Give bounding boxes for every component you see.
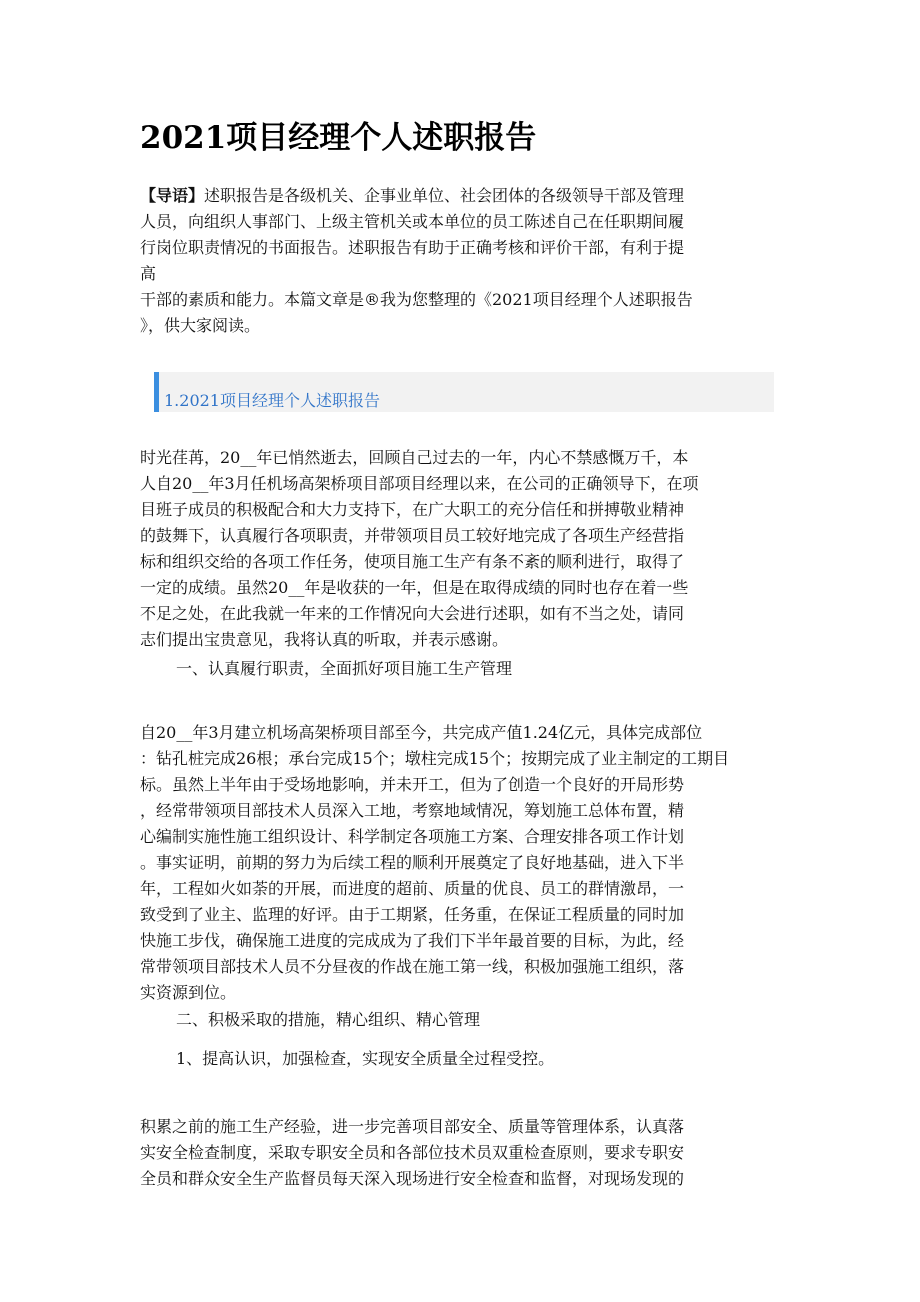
paragraph-1 bbox=[140, 445, 774, 653]
paragraph-2 bbox=[140, 720, 774, 1006]
paragraph-line: ：钻孔桩完成26根；承台完成15个；墩柱完成15个；按期完成了业主制定的工期目 bbox=[140, 749, 730, 768]
paragraph-line: 一定的成绩。虽然20__年是收获的一年，但是在取得成绩的同时也存在着一些 bbox=[140, 578, 689, 597]
document-title: 2021项目经理个人述职报告 bbox=[140, 120, 537, 156]
section-accent-bar bbox=[154, 372, 159, 412]
intro-lead: 【导语】 bbox=[140, 186, 205, 205]
subheading-1: 一、认真履行职责，全面抓好项目施工生产管理 bbox=[176, 659, 513, 678]
paragraph-line: 快施工步伐，确保施工进度的完成成为了我们下半年最首要的目标，为此，经 bbox=[140, 931, 685, 950]
intro-line: 》，供大家阅读。 bbox=[140, 316, 261, 335]
paragraph-line: 标。虽然上半年由于受场地影响，并未开工，但为了创造一个良好的开局形势 bbox=[140, 775, 685, 794]
paragraph-line: 心编制实施性施工组织设计、科学制定各项施工方案、合理安排各项工作计划 bbox=[140, 827, 685, 846]
paragraph-line: 致受到了业主、监理的好评。由于工期紧，任务重，在保证工程质量的同时加 bbox=[140, 905, 685, 924]
intro-line: 【导语】述职报告是各级机关、企事业单位、社会团体的各级领导干部及管理 bbox=[140, 186, 685, 205]
paragraph-line: 目班子成员的积极配合和大力支持下，在广大职工的充分信任和拼搏敬业精神 bbox=[140, 500, 685, 519]
paragraph-line: 年，工程如火如荼的开展，而进度的超前、质量的优良、员工的群情激昂，一 bbox=[140, 879, 685, 898]
intro-paragraph bbox=[140, 183, 774, 339]
paragraph-line: 的鼓舞下，认真履行各项职责，并带领项目员工较好地完成了各项生产经营指 bbox=[140, 526, 685, 545]
intro-line: 人员，向组织人事部门、上级主管机关或本单位的员工陈述自己在任职期间履 bbox=[140, 212, 685, 231]
paragraph-line: 。事实证明，前期的努力为后续工程的顺利开展奠定了良好地基础，进入下半 bbox=[140, 853, 685, 872]
section-heading-bar bbox=[154, 372, 774, 412]
paragraph-line: 全员和群众安全生产监督员每天深入现场进行安全检查和监督，对现场发现的 bbox=[140, 1169, 685, 1188]
intro-line: 干部的素质和能力。本篇文章是®我为您整理的《2021项目经理个人述职报告 bbox=[140, 290, 693, 309]
paragraph-line: 实资源到位。 bbox=[140, 983, 237, 1002]
paragraph-line: 实安全检查制度，采取专职安全员和各部位技术员双重检查原则，要求专职安 bbox=[140, 1143, 685, 1162]
subheading-2: 二、积极采取的措施，精心组织、精心管理 bbox=[176, 1010, 481, 1029]
paragraph-line: ，经常带领项目部技术人员深入工地，考察地域情况，筹划施工总体布置，精 bbox=[140, 801, 685, 820]
paragraph-line: 人自20__年3月任机场高架桥项目部项目经理以来，在公司的正确领导下，在项 bbox=[140, 474, 699, 493]
paragraph-line: 积累之前的施工生产经验，进一步完善项目部安全、质量等管理体系，认真落 bbox=[140, 1117, 685, 1136]
paragraph-3 bbox=[140, 1114, 774, 1192]
paragraph-line: 志们提出宝贵意见，我将认真的听取，并表示感谢。 bbox=[140, 630, 509, 649]
paragraph-line: 不足之处，在此我就一年来的工作情况向大会进行述职，如有不当之处，请同 bbox=[140, 604, 685, 623]
paragraph-line: 标和组织交给的各项工作任务，使项目施工生产有条不紊的顺利进行，取得了 bbox=[140, 552, 685, 571]
intro-line: 高 bbox=[140, 264, 157, 283]
paragraph-line: 常带领项目部技术人员不分昼夜的作战在施工第一线，积极加强施工组织，落 bbox=[140, 957, 685, 976]
intro-line: 行岗位职责情况的书面报告。述职报告有助于正确考核和评价干部，有利于提 bbox=[140, 238, 685, 257]
subheading-3: 1、提高认识，加强检查，实现安全质量全过程受控。 bbox=[176, 1049, 555, 1068]
paragraph-line: 时光荏苒，20__年已悄然逝去，回顾自己过去的一年，内心不禁感慨万千，本 bbox=[140, 448, 689, 467]
paragraph-line: 自20__年3月建立机场高架桥项目部至今，共完成产值1.24亿元，具体完成部位 bbox=[140, 723, 703, 742]
section-heading: 1.2021项目经理个人述职报告 bbox=[164, 391, 380, 410]
